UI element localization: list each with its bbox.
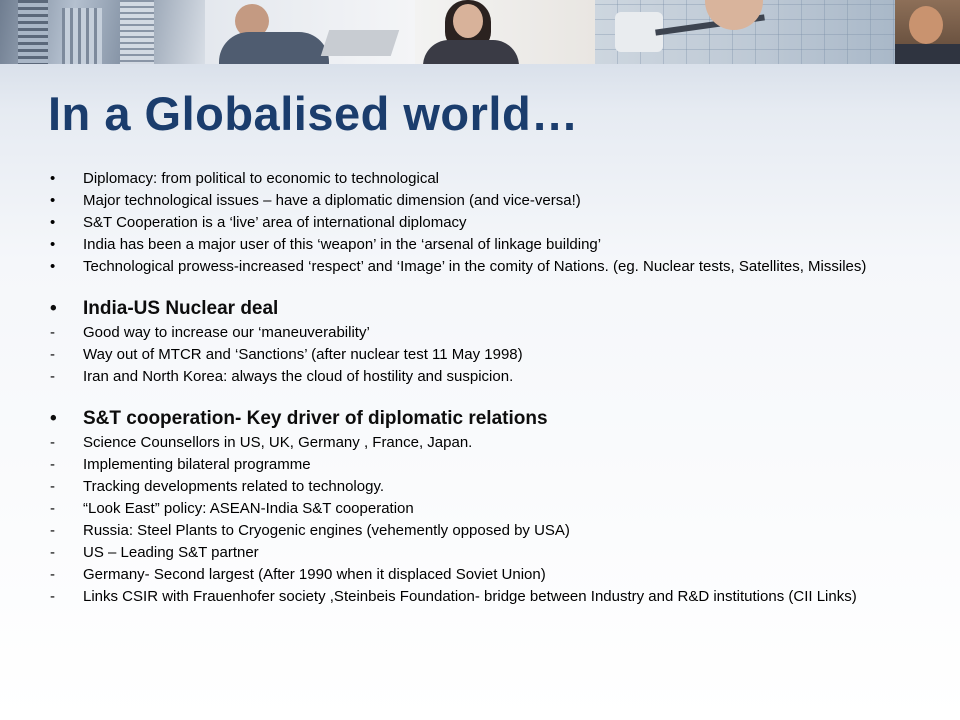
dash-text: Way out of MTCR and ‘Sanctions’ (after nuclear test 11 May 1998)	[83, 346, 523, 363]
dash-text: Implementing bilateral programme	[83, 456, 311, 473]
section-st-cooperation	[50, 408, 940, 606]
bullet-marker: •	[50, 170, 56, 187]
dash-marker: -	[50, 544, 55, 561]
dash-marker: -	[50, 368, 55, 385]
bullet-item	[50, 236, 940, 254]
dash-marker: -	[50, 500, 55, 517]
dash-text: Links CSIR with Frauenhofer society ,Steinbeis Foundation- bridge between Industry and R&D institutions (CII Links)	[83, 588, 857, 605]
dash-item	[50, 478, 940, 496]
header-photo-banner	[0, 0, 960, 64]
businesswoman-image	[415, 0, 595, 64]
slide-body	[50, 170, 940, 606]
bullet-text: India has been a major user of this ‘weapon’ in the ‘arsenal of linkage building’	[83, 236, 602, 253]
dash-item	[50, 566, 940, 584]
dash-text: Tracking developments related to technology.	[83, 478, 385, 495]
dash-text: Iran and North Korea: always the cloud of hostility and suspicion.	[83, 368, 514, 385]
dash-marker: -	[50, 434, 55, 451]
map-pen-hand-image	[595, 0, 895, 64]
bullet-item	[50, 214, 940, 232]
bullet-marker: •	[50, 408, 57, 429]
slide-title: In a Globalised world…	[48, 87, 579, 140]
bullet-text: S&T Cooperation is a ‘live’ area of international diplomacy	[83, 214, 467, 231]
bullet-marker: •	[50, 192, 56, 209]
businessman-laptop-image	[205, 0, 415, 64]
dash-item	[50, 456, 940, 474]
dash-text: Good way to increase our ‘maneuverability’	[83, 324, 370, 341]
bullet-marker: •	[50, 258, 56, 275]
dash-item	[50, 522, 940, 540]
section-diplomacy	[50, 170, 940, 276]
bullet-text: Technological prowess-increased ‘respect’ and ‘Image’ in the comity of Nations. (eg. Nuclear tests, Satellites, Missiles)	[83, 258, 867, 275]
bullet-item	[50, 258, 940, 276]
dash-text: Russia: Steel Plants to Cryogenic engines (vehemently opposed by USA)	[83, 522, 570, 539]
bullet-marker: •	[50, 214, 56, 231]
dash-item	[50, 500, 940, 518]
man-phone-image	[895, 0, 960, 64]
dash-text: “Look East” policy: ASEAN-India S&T cooperation	[83, 500, 414, 517]
bullet-item	[50, 192, 940, 210]
dash-marker: -	[50, 522, 55, 539]
dash-item	[50, 368, 940, 386]
dash-text: Science Counsellors in US, UK, Germany , France, Japan.	[83, 434, 473, 451]
dash-text: Germany- Second largest (After 1990 when it displaced Soviet Union)	[83, 566, 546, 583]
dash-item	[50, 544, 940, 562]
dash-marker: -	[50, 566, 55, 583]
heading-text: India-US Nuclear deal	[83, 298, 279, 319]
dash-marker: -	[50, 346, 55, 363]
dash-item	[50, 588, 940, 606]
section-heading	[50, 298, 940, 320]
dash-marker: -	[50, 324, 55, 341]
dash-item	[50, 346, 940, 364]
bullet-marker: •	[50, 236, 56, 253]
bullet-item	[50, 170, 940, 188]
dash-item	[50, 324, 940, 342]
bullet-marker: •	[50, 298, 57, 319]
bullet-text: Diplomacy: from political to economic to technological	[83, 170, 439, 187]
section-nuclear-deal	[50, 298, 940, 386]
section-heading	[50, 408, 940, 430]
dash-text: US – Leading S&T partner	[83, 544, 259, 561]
office-buildings-image	[0, 0, 205, 64]
heading-text: S&T cooperation- Key driver of diplomatic relations	[83, 408, 548, 429]
dash-marker: -	[50, 456, 55, 473]
bullet-text: Major technological issues – have a diplomatic dimension (and vice-versa!)	[83, 192, 581, 209]
dash-marker: -	[50, 588, 55, 605]
dash-item	[50, 434, 940, 452]
dash-marker: -	[50, 478, 55, 495]
